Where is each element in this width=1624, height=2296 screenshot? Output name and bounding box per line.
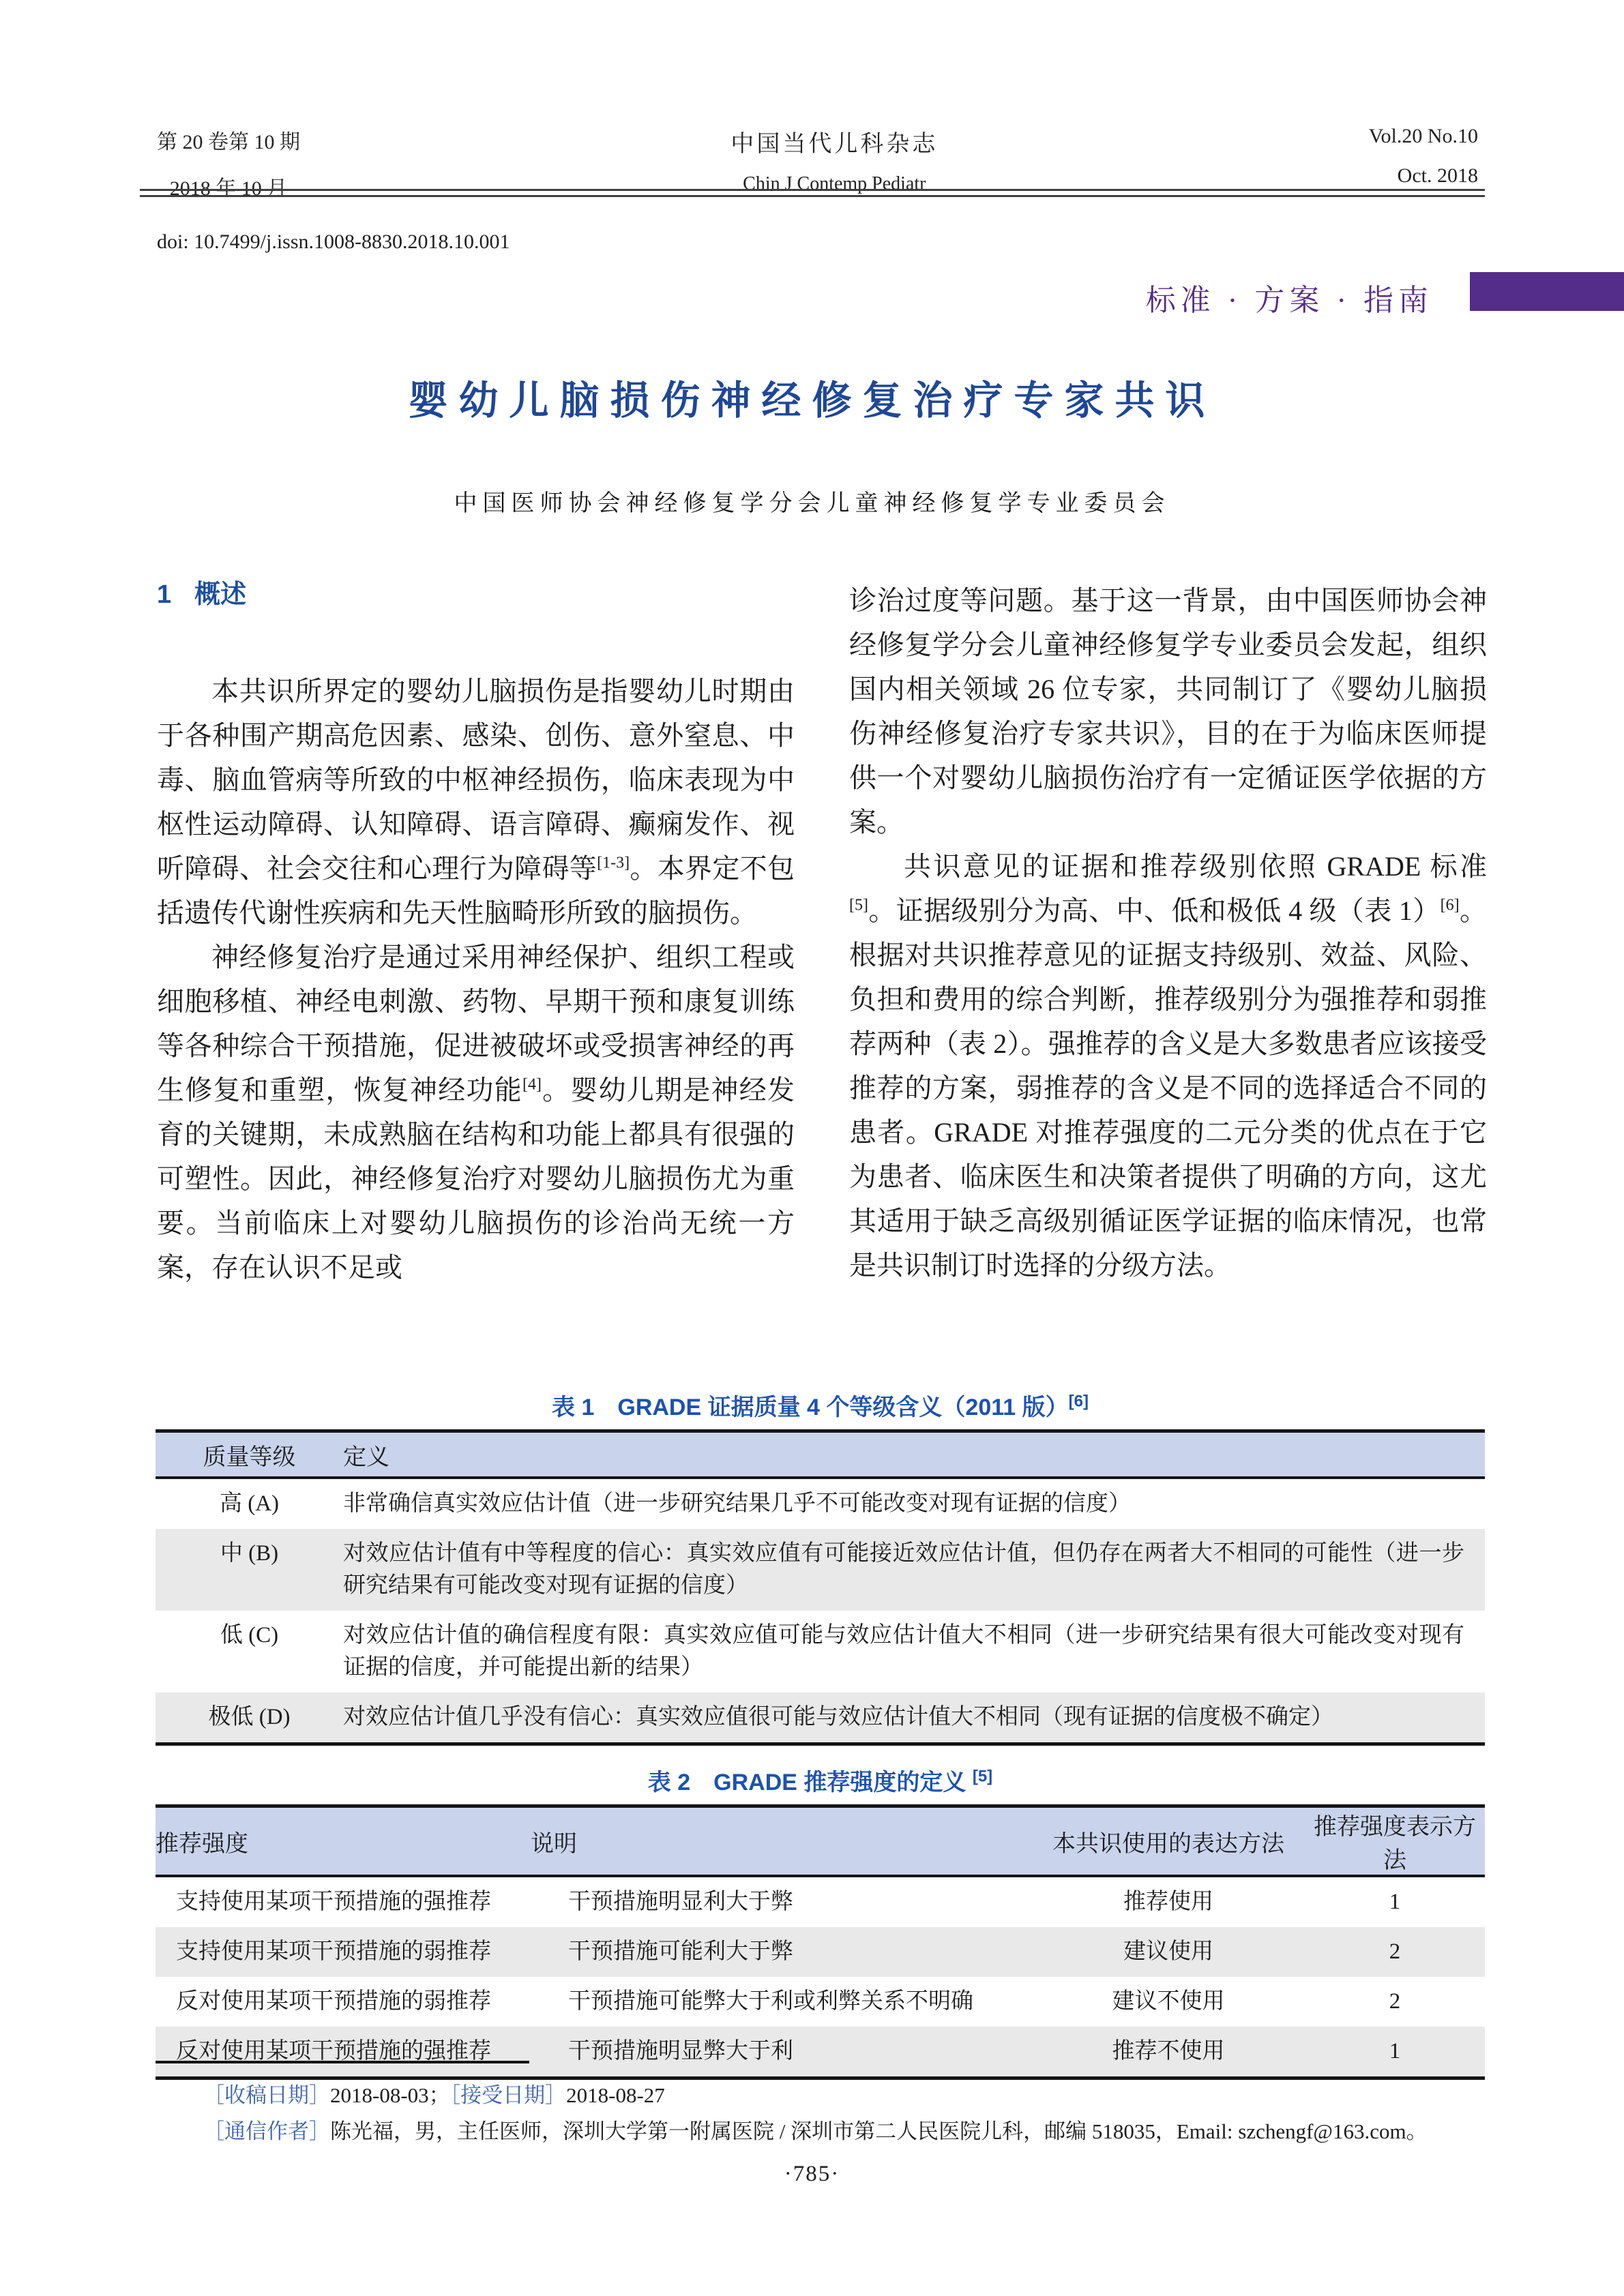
note-cell: 干预措施可能利大于弊: [568, 1939, 793, 1964]
paragraph-2-text: 神经修复治疗是通过采用神经保护、组织工程或细胞移植、神经电刺激、药物、早期干预和康复训练等各种综合干预措施，促进被破坏或受损害神经的再生修复和重塑，恢复神经功能: [157, 942, 795, 1105]
definition-cell: 对效应估计值几乎没有信心：真实效应值很可能与效应估计值大不相同（现有证据的信度极不确定）: [343, 1705, 1333, 1729]
accepted-date-label: ［接受日期］: [449, 2083, 567, 2107]
note-cell: 干预措施明显弊大于利: [568, 2039, 793, 2063]
table-row: [156, 1529, 1485, 1611]
issue-number: 第 20 卷第 10 期: [157, 131, 300, 153]
article-title: 婴幼儿脑损伤神经修复治疗专家共识: [408, 378, 1216, 423]
grade-cell: 低 (C): [220, 1623, 279, 1648]
definition-cell: 非常确信真实效应估计值（进一步研究结果几乎不可能改变对现有证据的信度）: [343, 1491, 1131, 1516]
issue-date: 2018 年 10 月: [169, 177, 288, 200]
definition-cell: 对效应估计值有中等程度的信心：真实效应值有可能接近效应估计值，但仍存在两者大不相同的可能性（进一步研究结果有可能改变对现有证据的信度）: [343, 1541, 1464, 1598]
table-row: [156, 1927, 1485, 1977]
table-2-caption-ref: [5]: [972, 1767, 993, 1786]
table-row: [156, 1876, 1485, 1927]
table-1-header-definition: 定义: [343, 1431, 1485, 1478]
section-1-number: 1: [157, 580, 172, 609]
table-2-caption-text: 表 2 GRADE 推荐强度的定义: [647, 1770, 973, 1795]
expression-cell: 建议使用: [1123, 1939, 1213, 1964]
paragraph-3: [849, 844, 1487, 1287]
code-cell: 1: [1389, 1890, 1401, 1914]
paragraph-1-text: 本共识所界定的婴幼儿脑损伤是指婴幼儿时期由于各种围产期高危因素、感染、创伤、意外窒息、中毒、脑血管病等所致的中枢神经损伤，临床表现为中枢性运动障碍、认知障碍、语言障碍、癫痫发作、视听障碍、社会交往和心理行为障碍等: [157, 676, 795, 884]
corresponding-author-value: 陈光福，男，主任医师，深圳大学第一附属医院 / 深圳市第二人民医院儿科，邮编 518035，Email: szchengf@163.com。: [330, 2119, 1428, 2143]
expression-cell: 建议不使用: [1112, 1989, 1225, 2014]
code-cell: 2: [1389, 1939, 1401, 1964]
code-cell: 1: [1389, 2039, 1401, 2063]
journal-title-en: Chin J Contemp Pediatr: [743, 173, 926, 194]
paragraph-1-tail: 。本界定不包括遗传代谢性疾病和先天性脑畸形所致的脑损伤。: [157, 853, 795, 928]
table-1-caption-ref: [6]: [1068, 1392, 1089, 1411]
volume-date: Oct. 2018: [1397, 164, 1478, 187]
table-row: [156, 2027, 1485, 2078]
paragraph-3-text-c: 。根据对共识推荐意见的证据支持级别、效益、风险、负担和费用的综合判断，推荐级别分为强推荐和弱推荐两种（表 2）。强推荐的含义是大多数患者应该接受推荐的方案，弱推荐的含义是不同的选择适合不同的患者。GRADE 对推荐强度的二元分类的优点在于它为患者、临床医生和决策者提供了明确的方向，这尤其适用于缺乏高级别循证医学证据的临床情况，也常是共识制订时选择的分级方法。: [849, 895, 1488, 1281]
footnote-dates: [157, 2077, 1483, 2113]
corresponding-author-label: ［通信作者］: [203, 2119, 330, 2143]
masthead-double-rule: [140, 189, 1485, 197]
reference-marker-5: [5]: [849, 896, 868, 914]
table-row: [156, 1611, 1485, 1693]
grade-cell: 中 (B): [220, 1541, 279, 1566]
table-1-caption: [156, 1388, 1485, 1422]
category-color-block: [1470, 272, 1624, 311]
table-1: [156, 1429, 1485, 1746]
table-1-header-grade: 质量等级: [156, 1431, 343, 1478]
strength-cell: 支持使用某项干预措施的弱推荐: [176, 1939, 491, 1964]
body-column-left: [157, 578, 795, 1289]
doi-text: doi: 10.7499/j.issn.1008-8830.2018.10.001: [157, 230, 510, 253]
page-number: ·785·: [784, 2162, 840, 2186]
paragraph-3-text-a: 共识意见的证据和推荐级别依照 GRADE 标准: [904, 851, 1487, 882]
reference-marker-1-3: [1-3]: [597, 854, 630, 872]
table-2-header-code: 推荐强度表示方法: [1305, 1806, 1485, 1877]
footnote-separator-rule: [156, 2061, 529, 2063]
note-cell: 干预措施明显利大于弊: [568, 1890, 793, 1914]
accepted-date-value: 2018-08-27: [566, 2083, 665, 2107]
journal-title: [730, 125, 938, 195]
reference-marker-6: [6]: [1440, 896, 1460, 914]
body-column-right: [849, 578, 1487, 1287]
paragraph-2-continuation: 诊治过度等问题。基于这一背景，由中国医师协会神经修复学分会儿童神经修复学专业委员会发起，组织国内相关领域 26 位专家，共同制订了《婴幼儿脑损伤神经修复治疗专家共识》，目的在于为临床医师提供一个对婴幼儿脑损伤治疗有一定循证医学依据的方案。: [849, 585, 1487, 837]
definition-cell: 对效应估计值的确信程度有限：真实效应值可能与效应估计值大不相同（进一步研究结果有很大可能改变对现有证据的信度，并可能提出新的结果）: [343, 1623, 1464, 1680]
paragraph-1: [157, 669, 795, 935]
article-author: 中国医师协会神经修复学分会儿童神经修复学专业委员会: [454, 491, 1170, 516]
paragraph-2: [157, 935, 795, 1289]
note-cell: 干预措施可能弊大于利或利弊关系不明确: [568, 1989, 973, 2014]
received-date-value: 2018-08-03；: [330, 2083, 450, 2107]
table-2-header-note: 说明: [531, 1806, 1032, 1877]
footnotes: [157, 2077, 1483, 2149]
grade-cell: 极低 (D): [208, 1705, 291, 1729]
paragraph-2-tail: 。婴幼儿期是神经发育的关键期，未成熟脑在结构和功能上都具有很强的可塑性。因此，神经修复治疗对婴幼儿脑损伤尤为重要。当前临床上对婴幼儿脑损伤的诊治尚无统一方案，存在认识不足或: [157, 1075, 795, 1283]
volume-number: Vol.20 No.10: [1368, 125, 1478, 147]
table-row: [156, 1977, 1485, 2027]
footnote-corresponding-author: [157, 2113, 1483, 2149]
table-2-header-strength: 推荐强度: [156, 1806, 531, 1877]
strength-cell: 反对使用某项干预措施的强推荐: [176, 2039, 491, 2063]
table-row: [156, 1478, 1485, 1529]
category-label: 标准 · 方案 · 指南: [1145, 284, 1433, 317]
table-2-caption: [156, 1763, 1485, 1797]
paragraph-3-text-b: 。证据级别分为高、中、低和极低 4 级（表 1）: [868, 895, 1441, 926]
section-1-title: 概述: [194, 580, 247, 609]
received-date-label: ［收稿日期］: [203, 2083, 330, 2107]
volume-info: [1369, 125, 1483, 188]
expression-cell: 推荐使用: [1123, 1890, 1213, 1914]
table-2-header-row: [156, 1806, 1485, 1877]
reference-marker-4: [4]: [522, 1075, 542, 1094]
table-2-header-expression: 本共识使用的表达方法: [1032, 1806, 1305, 1877]
strength-cell: 支持使用某项干预措施的强推荐: [176, 1890, 491, 1914]
journal-title-cn: 中国当代儿科杂志: [730, 132, 939, 157]
grade-cell: 高 (A): [219, 1491, 280, 1516]
table-row: [156, 1693, 1485, 1744]
table-1-caption-text: 表 1 GRADE 证据质量 4 个等级含义（2011 版）: [552, 1395, 1069, 1420]
table-1-header-row: [156, 1431, 1485, 1478]
code-cell: 2: [1389, 1989, 1401, 2014]
strength-cell: 反对使用某项干预措施的弱推荐: [176, 1989, 491, 2014]
expression-cell: 推荐不使用: [1112, 2039, 1225, 2063]
table-2: [156, 1804, 1485, 2080]
section-1-heading: [157, 578, 795, 611]
